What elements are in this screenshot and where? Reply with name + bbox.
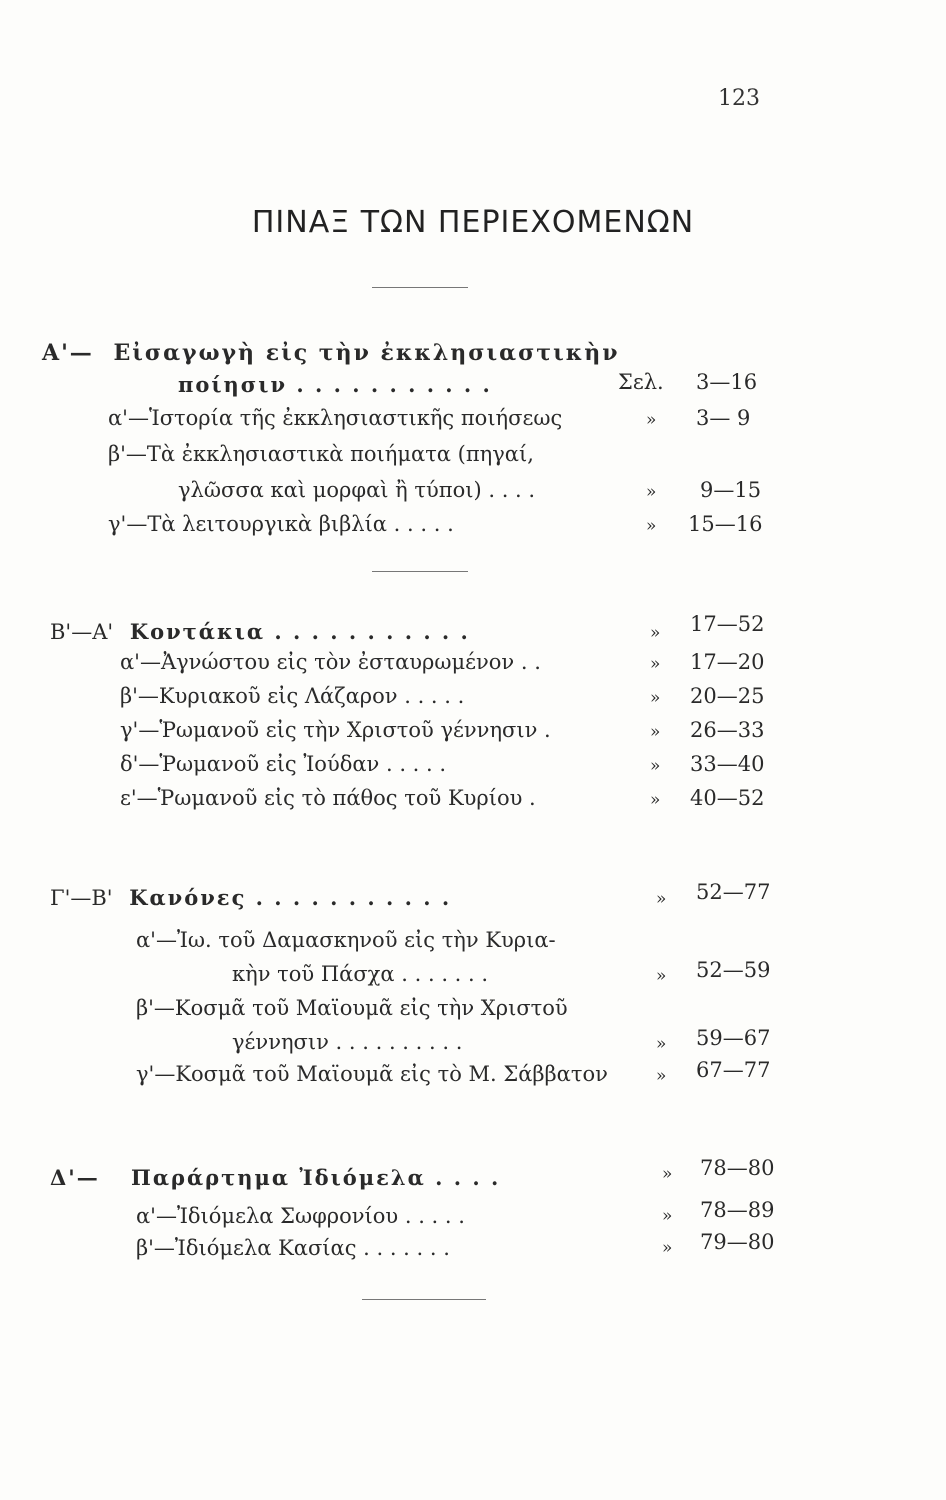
list-item: γ'—Κοσμᾶ τοῦ Μαϊουμᾶ εἰς τὸ Μ. Σάββατον xyxy=(136,1062,608,1086)
list-item: α'—Ἱστορία τῆς ἐκκλησιαστικῆς ποιήσεως xyxy=(108,406,563,430)
list-item: δ'—Ῥωμανοῦ εἰς Ἰούδαν . . . . . xyxy=(120,752,447,776)
list-item: β'—Κυριακοῦ εἰς Λάζαρον . . . . . xyxy=(120,684,465,708)
item-pages: 9—15 xyxy=(700,478,762,502)
title-divider xyxy=(372,287,468,288)
section-b-letter: Β'—Α' xyxy=(50,620,114,644)
ditto-mark: » xyxy=(650,623,661,643)
section-b-pages: 17—52 xyxy=(690,612,765,636)
list-item: γέννησιν . . . . . . . . . . xyxy=(232,1030,463,1054)
ditto-mark: » xyxy=(662,1164,673,1184)
item-pages: 67—77 xyxy=(696,1058,771,1082)
list-item: γ'—Τὰ λειτουργικὰ βιβλία . . . . . xyxy=(108,512,454,536)
section-c-pages: 52—77 xyxy=(696,880,771,904)
ditto-mark: » xyxy=(656,1066,667,1086)
ditto-mark: » xyxy=(650,688,661,708)
item-pages: 26—33 xyxy=(690,718,765,742)
section-a-letter: Α'— xyxy=(42,340,94,366)
list-item: γλῶσσα καὶ μορφαὶ ἢ τύποι) . . . . xyxy=(178,478,536,502)
ditto-mark: » xyxy=(656,889,667,909)
section-a-sel-label: Σελ. xyxy=(618,370,664,394)
ditto-mark: » xyxy=(656,1034,667,1054)
section-a-pages: 3—16 xyxy=(696,370,758,394)
list-item: κὴν τοῦ Πάσχα . . . . . . . xyxy=(232,962,489,986)
list-item: α'—Ἰω. τοῦ Δαμασκηνοῦ εἰς τὴν Κυρια- xyxy=(136,928,556,952)
list-item: β'—Τὰ ἐκκλησιαστικὰ ποιήματα (πηγαί, xyxy=(108,442,534,466)
item-pages: 3— 9 xyxy=(696,406,751,430)
list-item: γ'—Ῥωμανοῦ εἰς τὴν Χριστοῦ γέννησιν . xyxy=(120,718,551,742)
list-item: α'—Ἀγνώστου εἰς τὸν ἐσταυρωμένον . . xyxy=(120,650,541,674)
ditto-mark: » xyxy=(646,516,657,536)
section-divider xyxy=(372,571,468,572)
section-d-heading: Παράρτημα Ἰδιόμελα . . . . xyxy=(131,1165,501,1190)
section-b-heading: Κοντάκια . . . . . . . . . . . xyxy=(129,619,470,644)
page-number: 123 xyxy=(718,86,760,111)
ditto-mark: » xyxy=(662,1206,673,1226)
item-pages: 33—40 xyxy=(690,752,765,776)
section-d-pages: 78—80 xyxy=(700,1156,775,1180)
list-item: β'—Κοσμᾶ τοῦ Μαϊουμᾶ εἰς τὴν Χριστοῦ xyxy=(136,996,568,1020)
section-c-letter: Γ'—Β' xyxy=(50,886,113,910)
item-pages: 17—20 xyxy=(690,650,765,674)
ditto-mark: » xyxy=(662,1238,673,1258)
ditto-mark: » xyxy=(656,966,667,986)
ditto-mark: » xyxy=(650,790,661,810)
section-a-heading-cont: ποίησιν . . . . . . . . . . . xyxy=(178,372,492,397)
item-pages: 20—25 xyxy=(690,684,765,708)
list-item: β'—Ἰδιόμελα Κασίας . . . . . . . xyxy=(136,1236,450,1260)
item-pages: 15—16 xyxy=(688,512,763,536)
ditto-mark: » xyxy=(646,482,657,502)
page-title: ΠΙΝΑΞ ΤΩΝ ΠΕΡΙΕΧΟΜΕΝΩΝ xyxy=(251,205,695,240)
item-pages: 79—80 xyxy=(700,1230,775,1254)
item-pages: 78—89 xyxy=(700,1198,775,1222)
section-c-heading: Κανόνες . . . . . . . . . . . xyxy=(129,885,452,910)
ditto-mark: » xyxy=(646,410,657,430)
item-pages: 52—59 xyxy=(696,958,771,982)
list-item: ε'—Ῥωμανοῦ εἰς τὸ πάθος τοῦ Κυρίου . xyxy=(120,786,536,810)
ditto-mark: » xyxy=(650,756,661,776)
ditto-mark: » xyxy=(650,654,661,674)
section-a-heading: Εἰσαγωγὴ εἰς τὴν ἐκκλησιαστικὴν xyxy=(113,340,620,366)
end-divider xyxy=(362,1299,486,1300)
item-pages: 59—67 xyxy=(696,1026,771,1050)
ditto-mark: » xyxy=(650,722,661,742)
item-pages: 40—52 xyxy=(690,786,765,810)
section-d-letter: Δ'— xyxy=(50,1165,100,1190)
list-item: α'—Ἰδιόμελα Σωφρονίου . . . . . xyxy=(136,1204,465,1228)
